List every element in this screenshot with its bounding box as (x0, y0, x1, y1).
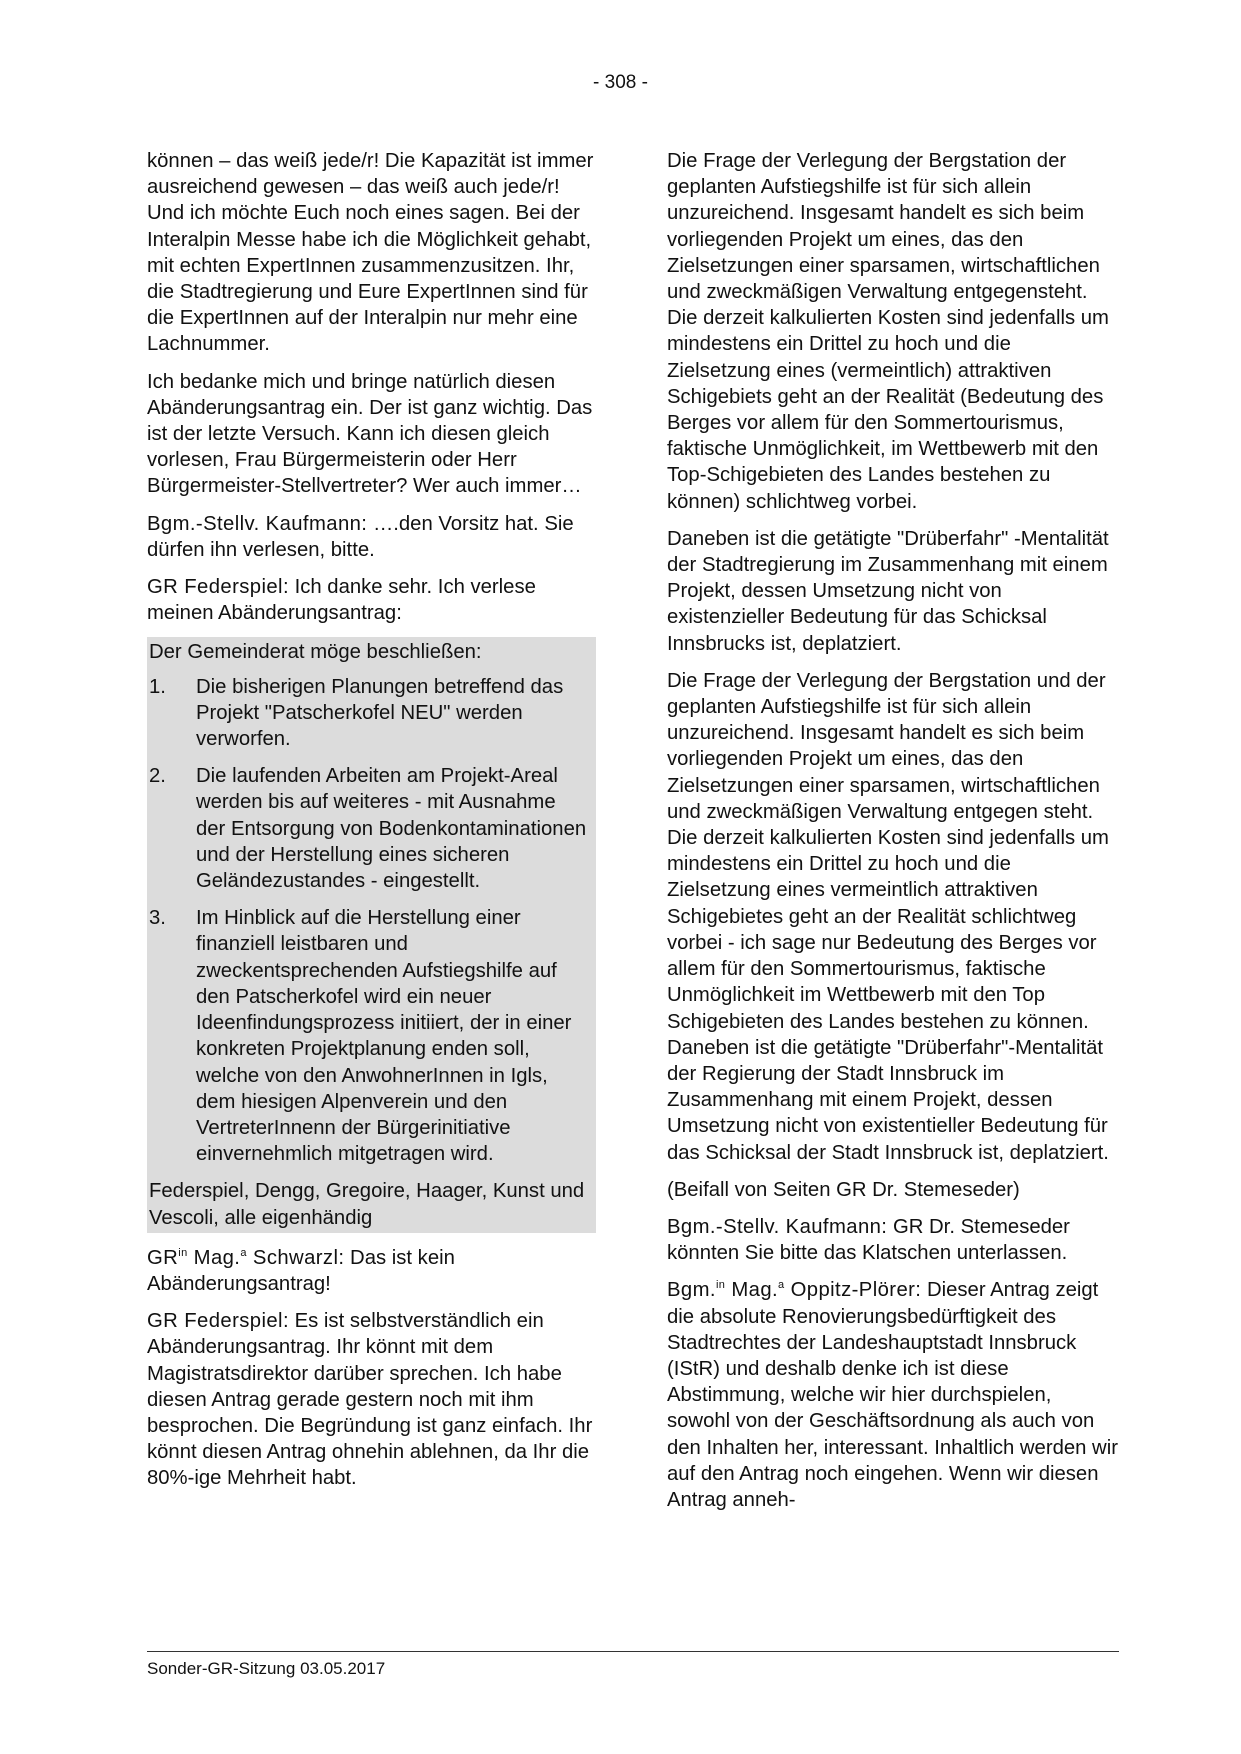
title-superscript: in (178, 1246, 188, 1259)
title-superscript: a (778, 1279, 785, 1292)
paragraph (667, 1214, 1119, 1266)
item-text: Im Hinblick auf die Herstellung einer finanziell leistbaren und zweckentsprechenden Aufstiegshilfe auf den Patscherkofel wird ein neuer Ideenfindungsprozess initiiert, der in einer konkreten Projektplanung enden soll, welche von den AnwohnerInnen in Igls, dem hiesigen Alpenverein und den VertreterInnenn der Bürgerinitiative einvernehmlich mitgetragen wird. (196, 907, 572, 1166)
title-superscript: a (240, 1246, 247, 1259)
motion-list (149, 674, 596, 1168)
motion-signatories: Federspiel, Dengg, Gregoire, Haager, Kunst und Vescoli, alle eigenhändig (149, 1180, 585, 1229)
paragraph: Die Frage der Verlegung der Bergstation der geplanten Aufstiegshilfe ist für sich allein unzureichend. Insgesamt handelt es sich beim vorliegenden Projekt um eines, das den Zielsetzungen einer sparsamen, wirtschaftlichen und zweckmäßigen Verwaltung entgegensteht. Die derzeit kalkulierten Kosten sind jedenfalls um mindestens ein Drittel zu hoch und die Zielsetzung eines (vermeintlich) attraktiven Schigebiets geht an der Realität (Bedeutung des Berges vor allem für den Sommertourismus, faktische Unmöglichkeit, im Wettbewerb mit den Top-Schigebieten des Landes bestehen zu können) schlichtweg vorbei. (667, 150, 1109, 513)
footer-divider (147, 1651, 1119, 1652)
title-mag: Mag. (187, 1246, 241, 1269)
speech-text: Dieser Antrag zeigt die absolute Renovierungsbedürftigkeit des Stadtrechtes der Landeshauptstadt Innsbruck (IStR) und deshalb denke ich ist diese Abstimmung, welche wir hier durchspielen, sowohl von der Geschäftsordnung als auch von den Inhalten her, interessant. Inhaltlich werden wir auf den Antrag noch eingehen. Wenn wir diesen Antrag anneh- (667, 1279, 1118, 1511)
paragraph: Daneben ist die getätigte "Drüberfahr" -Mentalität der Stadtregierung im Zusammenhang mit einem Projekt, dessen Umsetzung nicht von existenzieller Bedeutung für das Schicksal Innsbrucks ist, deplatziert. (667, 527, 1109, 655)
motion-item (149, 763, 596, 894)
motion-item (149, 905, 596, 1167)
motion-item (149, 674, 596, 753)
paragraph (147, 511, 596, 563)
speaker-name: GR Federspiel: (147, 1310, 289, 1333)
item-number: 3. (149, 907, 166, 930)
item-number: 1. (149, 675, 166, 698)
title-mag: Mag. (725, 1279, 779, 1302)
speech-text: Es ist selbstverständlich ein Abänderungsantrag. Ihr könnt mit dem Magistratsdirektor darüber sprechen. Ich habe diesen Antrag gerade gestern noch mit ihm besprochen. Die Begründung ist ganz einfach. Ihr könnt diesen Antrag ohnehin ablehnen, da Ihr die 80%-ige Mehrheit habt. (147, 1310, 593, 1490)
speech-text: GR Dr. Stemeseder könnten Sie bitte das Klatschen unterlassen. (667, 1215, 1070, 1265)
speaker-name: Bgm.-Stellv. Kaufmann: (147, 512, 368, 535)
footer-text: Sonder-GR-Sitzung 03.05.2017 (147, 1659, 386, 1678)
item-number: 2. (149, 765, 166, 788)
paragraph: Die Frage der Verlegung der Bergstation und der geplanten Aufstiegshilfe ist für sich allein unzureichend. Insgesamt handelt es sich beim vorliegenden Projekt um eines, das den Zielsetzungen einer sparsamen, wirtschaftlichen und zweckmäßigen Verwaltung entgegen steht. Die derzeit kalkulierten Kosten sind jedenfalls um mindestens ein Drittel zu hoch und die Zielsetzung eines vermeintlich attraktiven Schigebietes geht an der Realität schlichtweg vorbei - ich sage nur Bedeutung des Berges vor allem für den Sommertourismus, faktische Unmöglichkeit im Wettbewerb mit den Top Schigebieten des Landes bestehen zu können. Daneben ist die getätigte "Drüberfahr"-Mentalität der Regierung der Stadt Innsbruck im Zusammenhang mit einem Projekt, dessen Umsetzung nicht von existentieller Bedeutung für das Schicksal der Stadt Innsbruck ist, deplatziert. (667, 669, 1109, 1164)
speech-text: ….den Vorsitz hat. Sie dürfen ihn verlesen, bitte. (147, 512, 574, 561)
title-superscript: in (715, 1279, 726, 1292)
motion-box (147, 637, 596, 1232)
paragraph (667, 1277, 1119, 1513)
title-gr: GR (147, 1246, 179, 1269)
speaker-surname: Schwarzl: (246, 1246, 345, 1269)
paragraph (147, 1308, 596, 1491)
speaker-name (667, 1279, 921, 1301)
title-bgm: Bgm. (667, 1279, 716, 1302)
paragraph: können – das weiß jede/r! Die Kapazität ist immer ausreichend gewesen – das weiß auch jede/r! Und ich möchte Euch noch eines sagen. Bei der Interalpin Messe habe ich die Möglichkeit gehabt, mit echten ExpertInnen zusammenzusitzen. Ihr, die Stadtregierung und Eure ExpertInnen sind für die ExpertInnen auf der Interalpin nur mehr eine Lachnummer. (147, 150, 594, 356)
paragraph (147, 574, 596, 626)
item-text: Die bisherigen Planungen betreffend das Projekt "Patscherkofel NEU" werden verworfen. (196, 675, 564, 751)
speaker-name: GR Federspiel: (147, 576, 289, 599)
motion-intro: Der Gemeinderat möge beschließen: (149, 641, 482, 664)
left-column (147, 148, 596, 1503)
speaker-name (147, 1247, 344, 1269)
item-text: Die laufenden Arbeiten am Projekt-Areal werden bis auf weiteres - mit Ausnahme der Entsorgung von Bodenkontaminationen und der Herstellung eines sicheren Geländezustandes - eingestellt. (196, 765, 587, 893)
paragraph (147, 1245, 596, 1297)
paragraph: Ich bedanke mich und bringe natürlich diesen Abänderungsantrag ein. Der ist ganz wichtig. Das ist der letzte Versuch. Kann ich diesen gleich vorlesen, Frau Bürgermeisterin oder Herr Bürgermeister-Stellvertreter? Wer auch immer… (147, 370, 593, 498)
right-column (667, 148, 1119, 1524)
speaker-surname: Oppitz-Plörer: (784, 1279, 922, 1302)
paragraph: (Beifall von Seiten GR Dr. Stemeseder) (667, 1178, 1020, 1201)
speaker-name: Bgm.-Stellv. Kaufmann: (667, 1215, 888, 1238)
page-number: - 308 - (593, 72, 648, 93)
speech-text: Ich danke sehr. Ich verlese meinen Abänderungsantrag: (147, 576, 536, 625)
speech-text: Das ist kein Abänderungsantrag! (147, 1246, 455, 1295)
